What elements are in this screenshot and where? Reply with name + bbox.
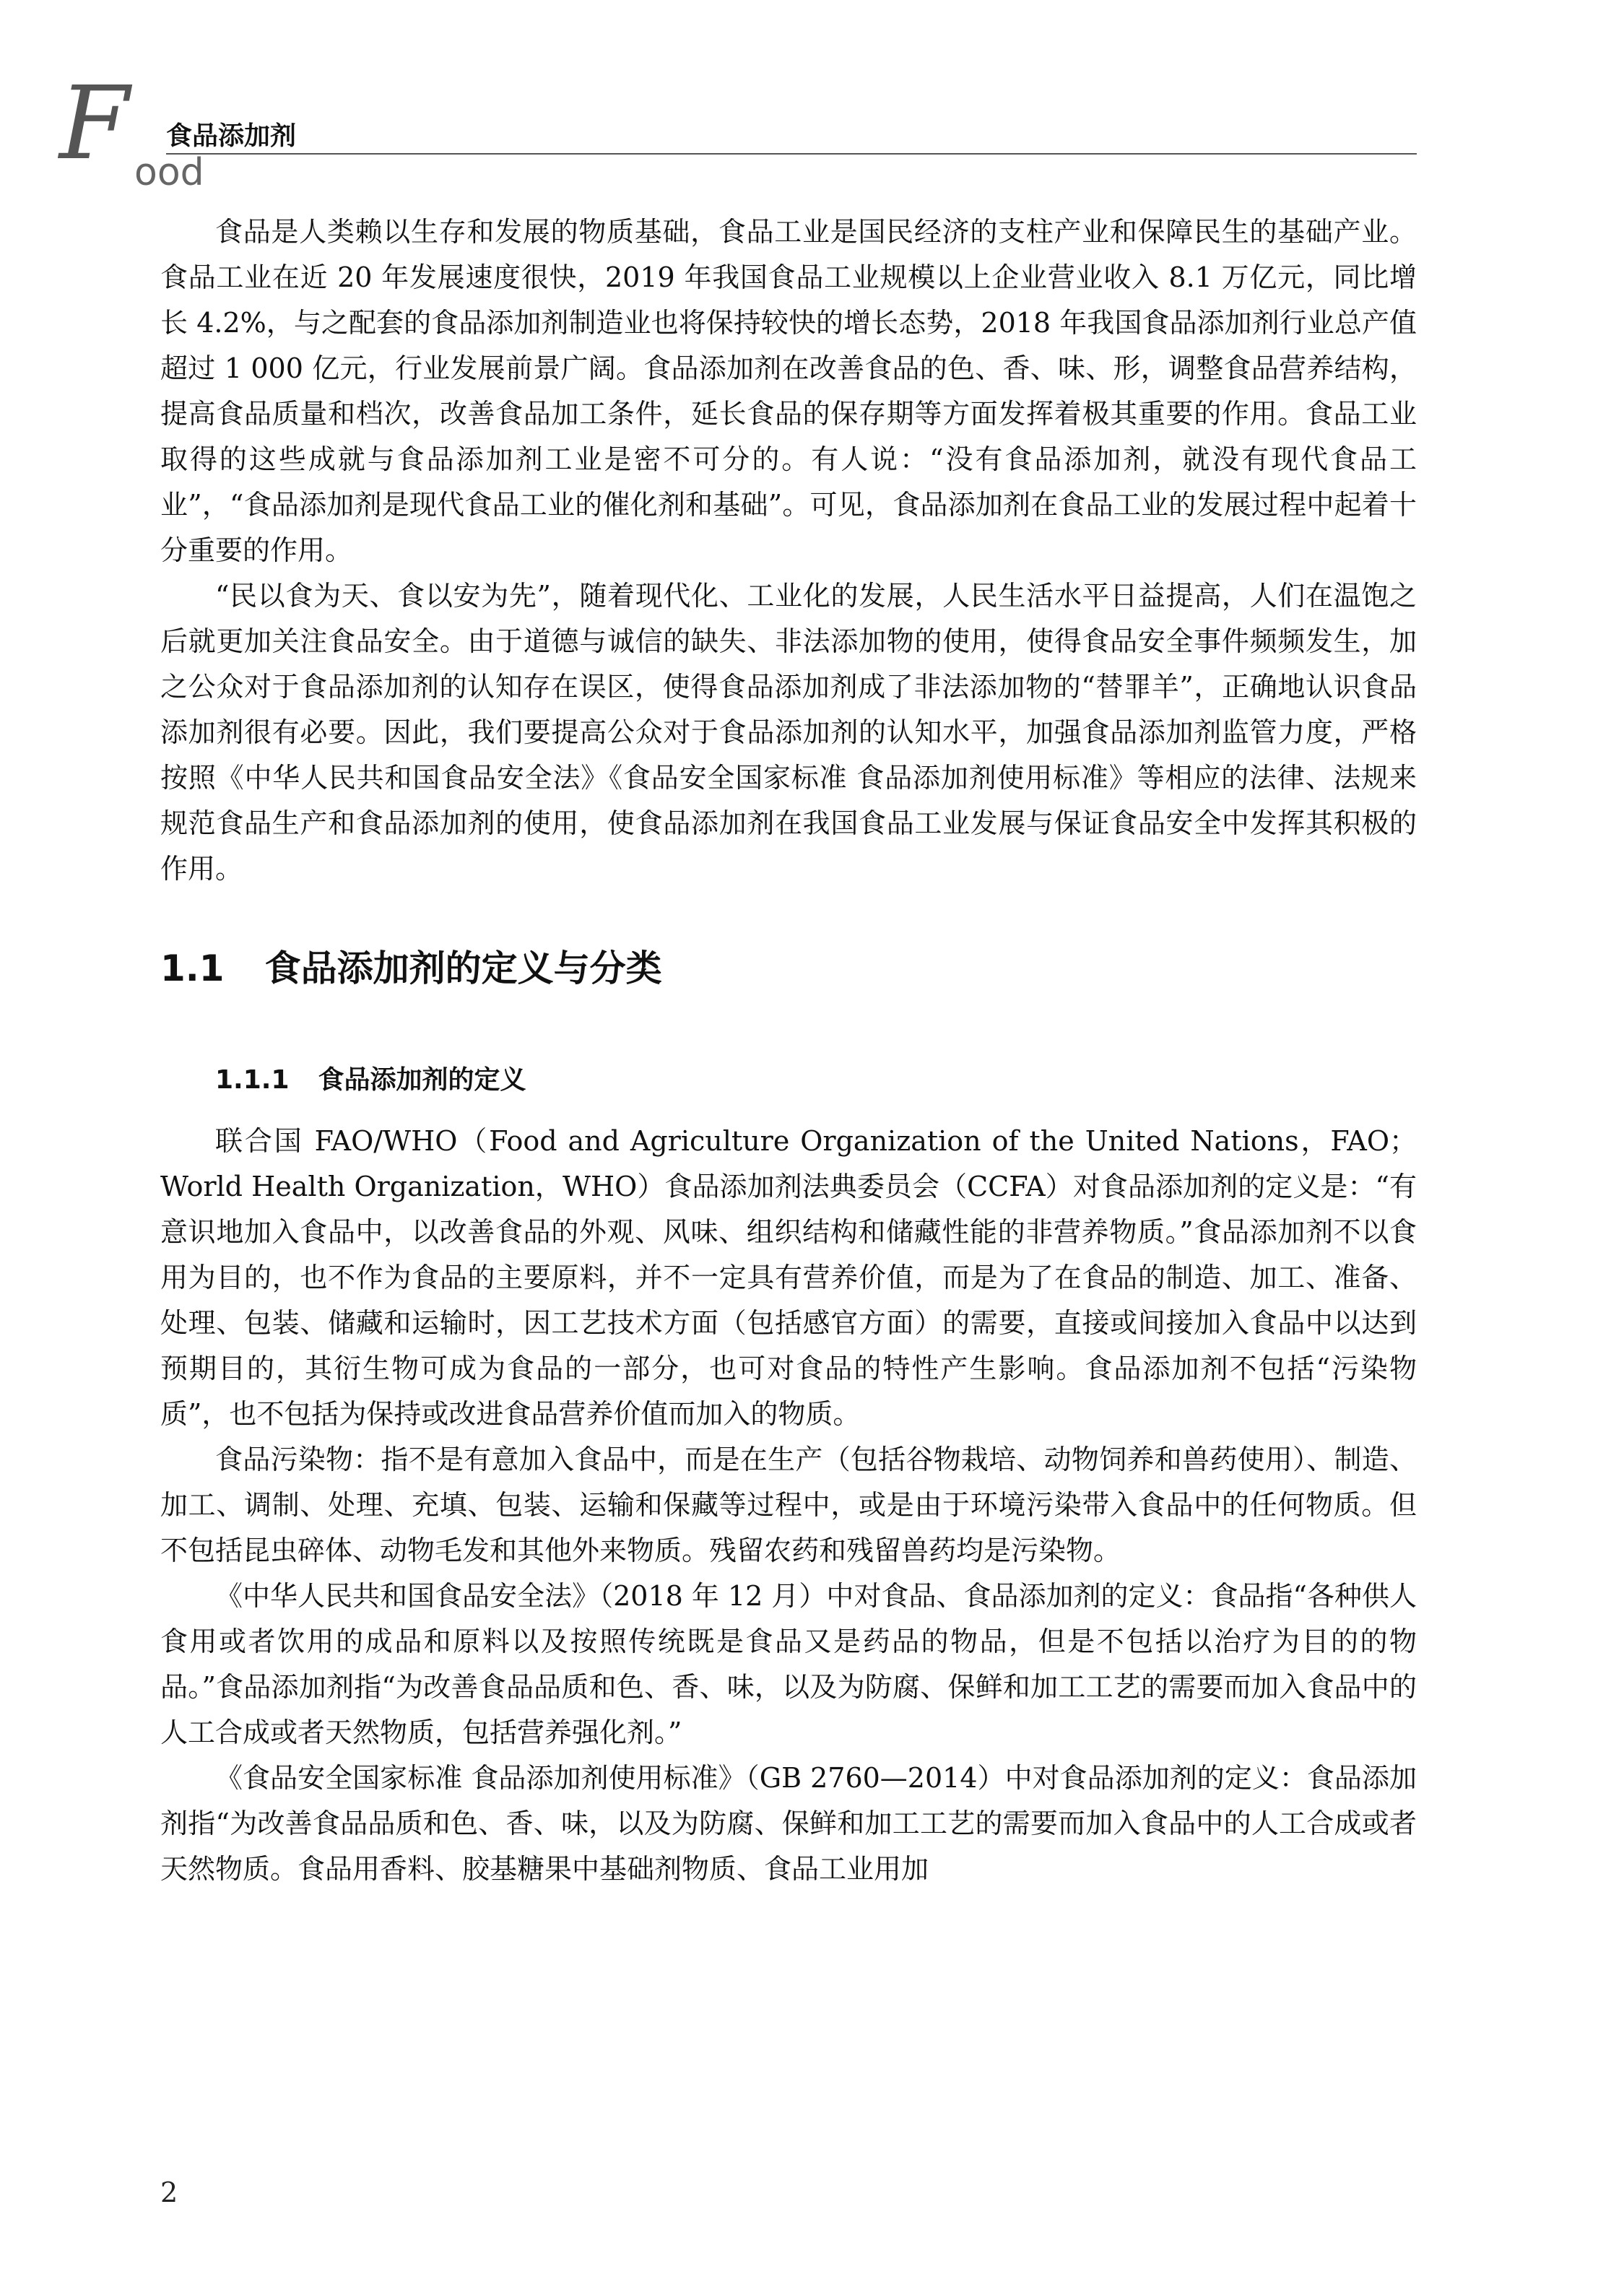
food-logo	[59, 65, 204, 194]
body-paragraph-2: 食品污染物：指不是有意加入食品中，而是在生产（包括谷物栽培、动物饲养和兽药使用）、制造、加工、调制、处理、充填、包装、运输和保藏等过程中，或是由于环境污染带入食品中的任何物质。但不包括昆虫碎体、动物毛发和其他外来物质。残留农药和残留兽药均是污染物。	[160, 1444, 1417, 1566]
subsection-title: 食品添加剂的定义	[318, 1065, 526, 1095]
intro-paragraph-1: 食品是人类赖以生存和发展的物质基础，食品工业是国民经济的支柱产业和保障民生的基础产业。食品工业在近 20 年发展速度很快，2019 年我国食品工业规模以上企业营业收入 8.1 万亿元，同比增长 4.2%，与之配套的食品添加剂制造业也将保持较快的增长态势，2018 年我国食品添加剂行业总产值超过 1 000 亿元，行业发展前景广阔。食品添加剂在改善食品的色、香、味、形，调整食品营养结构，提高食品质量和档次，改善食品加工条件，延长食品的保存期等方面发挥着极其重要的作用。食品工业取得的这些成就与食品添加剂工业是密不可分的。有人说：“没有食品添加剂，就没有现代食品工业”，“食品添加剂是现代食品工业的催化剂和基础”。可见，食品添加剂在食品工业的发展过程中起着十分重要的作用。	[160, 216, 1417, 566]
header-rule	[166, 153, 1417, 155]
body-paragraph-4: 《食品安全国家标准 食品添加剂使用标准》（GB 2760—2014）中对食品添加剂的定义：食品添加剂指“为改善食品品质和色、香、味，以及为防腐、保鲜和加工工艺的需要而加入食品中的人工合成或者天然物质。食品用香料、胶基糖果中基础剂物质、食品工业用加	[160, 1762, 1417, 1885]
subsection-heading	[215, 1062, 1417, 1098]
intro-paragraph-2: “民以食为天、食以安为先”，随着现代化、工业化的发展，人民生活水平日益提高，人们在温饱之后就更加关注食品安全。由于道德与诚信的缺失、非法添加物的使用，使得食品安全事件频频发生，加之公众对于食品添加剂的认知存在误区，使得食品添加剂成了非法添加物的“替罪羊”，正确地认识食品添加剂很有必要。因此，我们要提高公众对于食品添加剂的认知水平，加强食品添加剂监管力度，严格按照《中华人民共和国食品安全法》《食品安全国家标准 食品添加剂使用标准》等相应的法律、法规来规范食品生产和食品添加剂的使用，使食品添加剂在我国食品工业发展与保证食品安全中发挥其积极的作用。	[160, 580, 1417, 885]
subsection-number: 1.1.1	[215, 1065, 290, 1095]
section-heading	[160, 947, 1417, 990]
logo-suffix: ood	[134, 151, 204, 194]
body-paragraph-3: 《中华人民共和国食品安全法》（2018 年 12 月）中对食品、食品添加剂的定义：食品指“各种供人食用或者饮用的成品和原料以及按照传统既是食品又是药品的物品，但是不包括以治疗为目的的物品。”食品添加剂指“为改善食品品质和色、香、味，以及为防腐、保鲜和加工工艺的需要而加入食品中的人工合成或者天然物质，包括营养强化剂。”	[160, 1580, 1417, 1748]
body-paragraph-1: 联合国 FAO/WHO（Food and Agriculture Organization of the United Nations，FAO；World Health Organization，WHO）食品添加剂法典委员会（CCFA）对食品添加剂的定义是：“有意识地加入食品中，以改善食品的外观、风味、组织结构和储藏性能的非营养物质。”食品添加剂不以食用为目的，也不作为食品的主要原料，并不一定具有营养价值，而是为了在食品的制造、加工、准备、处理、包装、储藏和运输时，因工艺技术方面（包括感官方面）的需要，直接或间接加入食品中以达到预期目的，其衍生物可成为食品的一部分，也可对食品的特性产生影响。食品添加剂不包括“污染物质”，也不包括为保持或改进食品营养价值而加入的物质。	[160, 1125, 1417, 1430]
header-title: 食品添加剂	[166, 121, 297, 151]
logo-letter: F	[59, 65, 130, 183]
page-content	[160, 209, 1417, 1892]
page-number: 2	[160, 2177, 178, 2208]
section-number: 1.1	[160, 947, 225, 989]
section-title: 食品添加剂的定义与分类	[264, 947, 662, 989]
running-header	[59, 65, 1417, 195]
